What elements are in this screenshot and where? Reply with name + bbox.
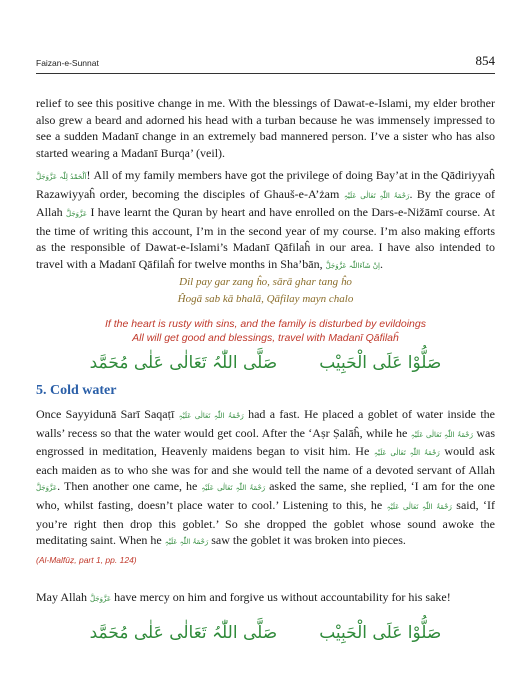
section-heading: 5. Cold water xyxy=(36,383,117,398)
arabic-honorific-3: رَحْمَۃُ اللّٰہِ تَعَالٰی عَلَیْہِ xyxy=(373,449,440,458)
page-number: 854 xyxy=(475,53,495,68)
arabic-honorific-5: رَحْمَۃُ اللّٰہِ تَعَالٰی عَلَیْہِ xyxy=(386,502,452,511)
poem-line-1: Dil pay gar zang ĥo, sārā ghar tang ĥo xyxy=(179,276,352,288)
paragraph-family-text-3: I have learnt the Quran by heart and have enrolled on the Dars-e-Nižāmī course. At the time of writing this account, I’m in the second year of my course. I’m also making efforts as the responsible of Dawat-e-Islami’s Madanī Qāfilaĥ in our area. I have also intended to travel with a Madanī Qāfilaĥ for twelve months in Sha’bān, xyxy=(36,205,495,271)
story-text-1: Once Sayyidunā Sarī Saqaṭī xyxy=(36,407,179,421)
arabic-honorific-ghaus: رَحْمَۃُ اللّٰہِ تَعَالٰی عَلَیْہِ xyxy=(343,191,410,200)
source-reference: (Al-Malfūẓ, part 1, pp. 124) xyxy=(36,554,137,565)
salawat-line-top xyxy=(0,352,531,373)
arabic-honorific-4: رَحْمَۃُ اللّٰہِ تَعَالٰی عَلَیْہِ xyxy=(201,484,266,493)
story-text-5: . Then another one came, he xyxy=(57,479,202,494)
paragraph-family-text-2: . By the grace of Allah xyxy=(36,186,496,220)
paragraph-family-text-4: . xyxy=(379,256,383,271)
story-text-8: saw the goblet it was broken into pieces. xyxy=(208,533,406,548)
arabic-honorific-2: رَحْمَۃُ اللّٰہِ تَعَالٰی عَلَیْہِ xyxy=(410,430,473,439)
paragraph-family-text-1: ! All of my family members have got the privilege of doing Bay’at in the Qādiriyyaĥ Razawiyyaĥ order, becoming the disciples of Ghauš-e-A’żam xyxy=(36,168,495,201)
arabic-alhamdulillah: اَلْحَمْدُ لِلّٰہ عَزَّوَجَلَّ xyxy=(36,173,87,181)
arabic-azza-wajal: عَزَّوَجَلَّ xyxy=(66,210,88,219)
translation-line-1: If the heart is rusty with sins, and the family is disturbed by evildoings xyxy=(105,318,426,330)
salawat-response: صَلَّی اللّٰہُ تَعَالٰی عَلٰی مُحَمَّد xyxy=(89,623,278,643)
salawat-response: صَلَّی اللّٰہُ تَعَالٰی عَلٰی مُحَمَّد xyxy=(89,353,278,373)
story-text-4: would ask each maiden as to who she was for and she would tell the name of a devoted servant of Allah xyxy=(36,444,495,477)
salawat-call: صَلُّوْا عَلَی الْحَبِیْب xyxy=(319,353,442,373)
salawat-line-bottom xyxy=(0,622,531,643)
salawat-call: صَلُّوْا عَلَی الْحَبِیْب xyxy=(319,623,442,643)
header-rule xyxy=(36,73,495,74)
story-text-2: had a fast. He placed a goblet of water inside the walls’ recess so that the water would get cool. After the ‘Aṣr Ṣalāĥ, while he xyxy=(36,407,495,440)
paragraph-relief-text: relief to see this positive change in me. With the blessings of Dawat-e-Islami, my elder brother also grew a beard and adorned his head with a turban because he was immensely impressed to see a sudden Madanī change in an extremely bad mannered person. I’ve a sister who has also started wearing a Madanī Burqa’ (veil). xyxy=(36,96,495,160)
story-text-7: said, ‘If you’re right then drop this goblet.’ So she dropped the goblet whose sound awoke the meditating saint. When he xyxy=(36,497,495,548)
arabic-honorific-1: رَحْمَۃُ اللّٰہِ تَعَالٰی عَلَیْہِ xyxy=(178,412,244,420)
paragraph-family xyxy=(36,167,495,275)
story-text-3: was engrossed in meditation, Heavenly maidens began to visit him. He xyxy=(36,425,495,459)
arabic-inshaallah: اِنْ شَآءَاللّٰہ عَزَّوَجَلَّ xyxy=(325,261,380,270)
paragraph-cold-water xyxy=(36,406,495,568)
running-header-title: Faizan-e-Sunnat xyxy=(36,58,99,68)
arabic-azza-wajal-2: عَزَّوَجَلَّ xyxy=(36,484,58,493)
paragraph-closing-prayer xyxy=(36,589,495,608)
arabic-azza-wajal-3: عَزَّوَجَلَّ xyxy=(90,595,112,603)
paragraph-relief xyxy=(36,95,495,161)
arabic-honorific-6: رَحْمَۃُ اللّٰہِ عَلَیْہِ xyxy=(164,538,209,547)
closing-text-2: have mercy on him and forgive us without accountability for his sake! xyxy=(111,590,451,604)
story-text-6: asked the same, she replied, ‘I am for the one who, whilst fasting, doesn’t place water to cool.’ Listening to this, he xyxy=(36,479,495,512)
translation-line-2: All will get good and blessings, travel with Madanī Qāfilaĥ xyxy=(132,332,399,344)
closing-text-1: May Allah xyxy=(36,590,90,604)
poem-line-2: Ĥogā sab kā bhalā, Qāfilay mayn chalo xyxy=(177,293,354,305)
